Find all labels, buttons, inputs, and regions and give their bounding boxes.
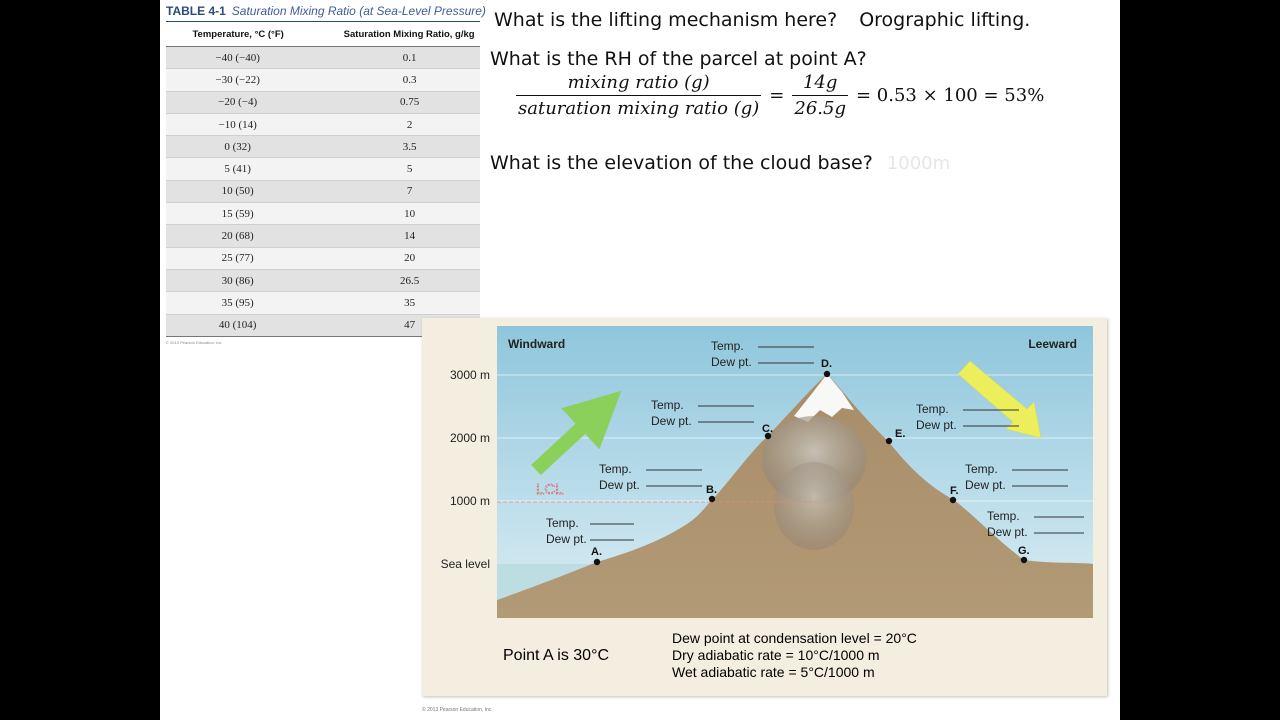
mixing-ratio-table-panel [166, 2, 486, 345]
mixing-ratio-cell: 0.3 [329, 69, 480, 91]
temperature-cell: 15 (59) [166, 203, 329, 225]
temperature-cell: 25 (77) [166, 247, 329, 269]
value-denominator: 26.5g [792, 95, 848, 119]
question-lifting [494, 9, 1030, 31]
mixing-ratio-cell: 26.5 [329, 269, 480, 291]
mixing-ratio-cell: 20 [329, 247, 480, 269]
mixing-ratio-cell: 47 [329, 314, 480, 336]
dew-label-d: Dew pt. [711, 355, 752, 369]
lcl-annotation: LCL [536, 481, 564, 498]
table-row [166, 47, 480, 69]
point-c-label: C. [762, 423, 773, 435]
answer-3-text: 1000m [886, 153, 951, 174]
dew-label-a: Dew pt. [546, 532, 587, 546]
slide [160, 0, 1120, 720]
point-b-label: B. [706, 484, 717, 496]
table-body [166, 47, 480, 337]
mixing-ratio-cell: 35 [329, 292, 480, 314]
orographic-lifting-figure [422, 318, 1107, 696]
value-numerator: 14g [802, 72, 838, 93]
table-number: TABLE 4-1 [166, 4, 226, 18]
temperature-cell: 5 (41) [166, 158, 329, 180]
temp-label-f: Temp. [965, 462, 998, 476]
point-f-marker [950, 497, 956, 503]
point-f-label: F. [950, 485, 959, 497]
mixing-ratio-cell: 14 [329, 225, 480, 247]
table-row [166, 269, 480, 291]
mixing-ratio-cell: 5 [329, 158, 480, 180]
table-row [166, 225, 480, 247]
point-a-marker [594, 559, 600, 565]
temperature-cell: 30 (86) [166, 269, 329, 291]
mixing-ratio-cell: 0.1 [329, 47, 480, 69]
mixing-ratio-cell: 0.75 [329, 91, 480, 113]
dew-label-f: Dew pt. [965, 478, 1006, 492]
temp-label-d: Temp. [711, 339, 744, 353]
temperature-header: Temperature, °C (°F) [166, 22, 329, 47]
temperature-cell: 10 (50) [166, 180, 329, 202]
table-row [166, 180, 480, 202]
elevation-1000: 1000 m [449, 494, 490, 508]
temp-label-a: Temp. [546, 516, 579, 530]
mixing-ratio-cell: 2 [329, 113, 480, 135]
table-row [166, 292, 480, 314]
table-header-row [166, 22, 480, 47]
value-fraction [792, 72, 848, 119]
table-row [166, 91, 480, 113]
formula-result: = 0.53 × 100 = 53% [856, 85, 1045, 106]
point-g-label: G. [1018, 545, 1030, 557]
point-d-marker [824, 371, 830, 377]
dew-label-g: Dew pt. [987, 525, 1028, 539]
temperature-cell: −10 (14) [166, 113, 329, 135]
point-d-label: D. [821, 358, 832, 370]
point-e-label: E. [895, 428, 906, 440]
equals-sign: = [769, 85, 785, 106]
fraction-numerator: mixing ratio (g) [567, 72, 710, 93]
temperature-cell: −20 (−4) [166, 91, 329, 113]
dew-label-e: Dew pt. [916, 418, 957, 432]
temperature-cell: 40 (104) [166, 314, 329, 336]
question-cloud-base [490, 152, 950, 174]
question-1-text: What is the lifting mechanism here? [494, 9, 838, 31]
temperature-cell: −30 (−22) [166, 69, 329, 91]
point-a-label: A. [591, 546, 602, 558]
figure-copyright: © 2013 Pearson Education, Inc. [422, 707, 493, 713]
table-name: Saturation Mixing Ratio (at Sea-Level Pressure) [231, 4, 486, 18]
temp-label-c: Temp. [651, 398, 684, 412]
table-row [166, 69, 480, 91]
table-copyright: © 2013 Pearson Education, Inc. [166, 339, 223, 345]
point-a-caption: Point A is 30°C [503, 647, 610, 664]
answer-1-text: Orographic lifting. [859, 9, 1031, 31]
note-wet-rate: Wet adiabatic rate = 5°C/1000 m [672, 664, 875, 680]
temperature-cell: −40 (−40) [166, 47, 329, 69]
question-3-text: What is the elevation of the cloud base? [490, 152, 873, 174]
elevation-2000: 2000 m [449, 431, 490, 445]
note-dry-rate: Dry adiabatic rate = 10°C/1000 m [672, 647, 880, 663]
rate-notes [672, 630, 917, 681]
dew-label-c: Dew pt. [651, 414, 692, 428]
question-rh: What is the RH of the parcel at point A? [490, 48, 867, 70]
saturation-mixing-ratio-table [166, 22, 480, 337]
elevation-sea-level: Sea level [440, 557, 490, 571]
leeward-label: Leeward [1028, 337, 1077, 351]
mixing-ratio-cell: 3.5 [329, 136, 480, 158]
temperature-cell: 0 (32) [166, 136, 329, 158]
temperature-cell: 20 (68) [166, 225, 329, 247]
mixing-ratio-cell: 10 [329, 203, 480, 225]
table-title [166, 2, 486, 22]
temp-label-e: Temp. [916, 402, 949, 416]
mixing-ratio-cell: 7 [329, 180, 480, 202]
note-dew-point: Dew point at condensation level = 20°C [672, 630, 917, 646]
table-row [166, 136, 480, 158]
table-row [166, 203, 480, 225]
temperature-cell: 35 (95) [166, 292, 329, 314]
fraction-denominator: saturation mixing ratio (g) [516, 95, 761, 119]
table-row [166, 158, 480, 180]
table-row [166, 247, 480, 269]
elevation-3000: 3000 m [449, 368, 490, 382]
table-row [166, 113, 480, 135]
rh-formula [516, 72, 1052, 119]
point-g-marker [1021, 557, 1027, 563]
windward-label: Windward [508, 337, 566, 351]
point-e-marker [886, 438, 892, 444]
mixing-ratio-fraction [516, 72, 761, 119]
temp-label-g: Temp. [987, 509, 1020, 523]
point-b-marker [709, 496, 715, 502]
dew-label-b: Dew pt. [599, 478, 640, 492]
mixing-ratio-header: Saturation Mixing Ratio, g/kg [329, 22, 480, 47]
temp-label-b: Temp. [599, 462, 632, 476]
